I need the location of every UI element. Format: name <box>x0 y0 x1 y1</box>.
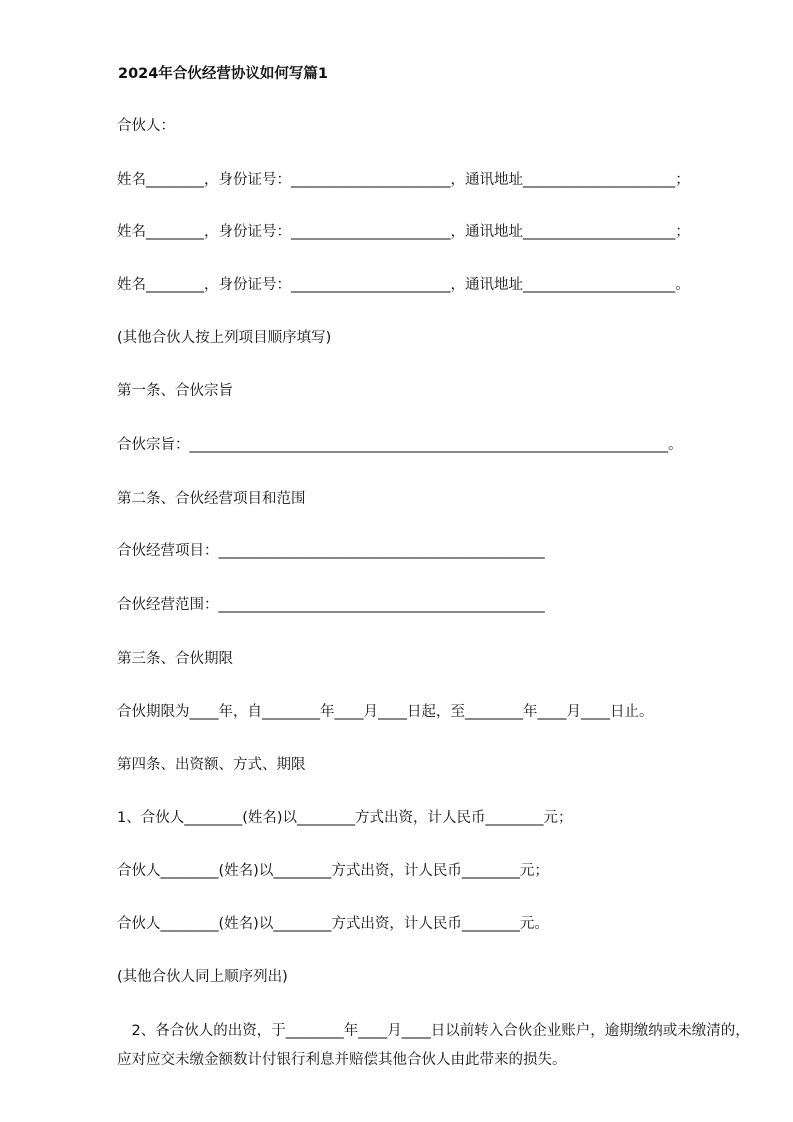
contribution-note: (其他合伙人同上顺序列出) <box>117 969 288 985</box>
article-3-heading: 第三条、合伙期限 <box>117 651 233 667</box>
partners-note: (其他合伙人按上列项目顺序填写) <box>117 330 332 346</box>
contribution-line-2: 合伙人________(姓名)以________方式出资，计人民币________元； <box>117 863 549 879</box>
document-title: 2024年合伙经营协议如何写篇1 <box>118 66 328 82</box>
article-4-heading: 第四条、出资额、方式、期限 <box>117 757 306 773</box>
purpose-line: 合伙宗旨：__________________________________________________________________。 <box>117 437 683 453</box>
partner-line-1: 姓名________，身份证号：______________________，通讯地址_____________________； <box>117 172 690 188</box>
partners-heading: 合伙人： <box>117 118 175 134</box>
business-scope-line: 合伙经营范围：_____________________________________________ <box>117 597 545 613</box>
contribution-line-1: 1、合伙人________(姓名)以________方式出资，计人民币________元； <box>117 810 573 826</box>
partner-line-3: 姓名________，身份证号：______________________，通讯地址_____________________。 <box>117 277 690 293</box>
term-line: 合伙期限为____年，自________年____月____日起，至________年____月____日止。 <box>117 704 654 720</box>
contribution-line-3: 合伙人________(姓名)以________方式出资，计人民币________元。 <box>117 916 549 932</box>
business-project-line: 合伙经营项目：_____________________________________________ <box>117 543 545 559</box>
article-1-heading: 第一条、合伙宗旨 <box>117 383 233 399</box>
article-2-heading: 第二条、合伙经营项目和范围 <box>117 491 306 507</box>
clause-2-paragraph: 2、各合伙人的出资，于________年____月____日以前转入合伙企业账户，逾期缴纳或未缴清的，应对应交未缴金额数计付银行利息并赔偿其他合伙人由此带来的损失。 <box>117 1023 750 1068</box>
partner-line-2: 姓名________，身份证号：______________________，通讯地址_____________________； <box>117 224 690 240</box>
